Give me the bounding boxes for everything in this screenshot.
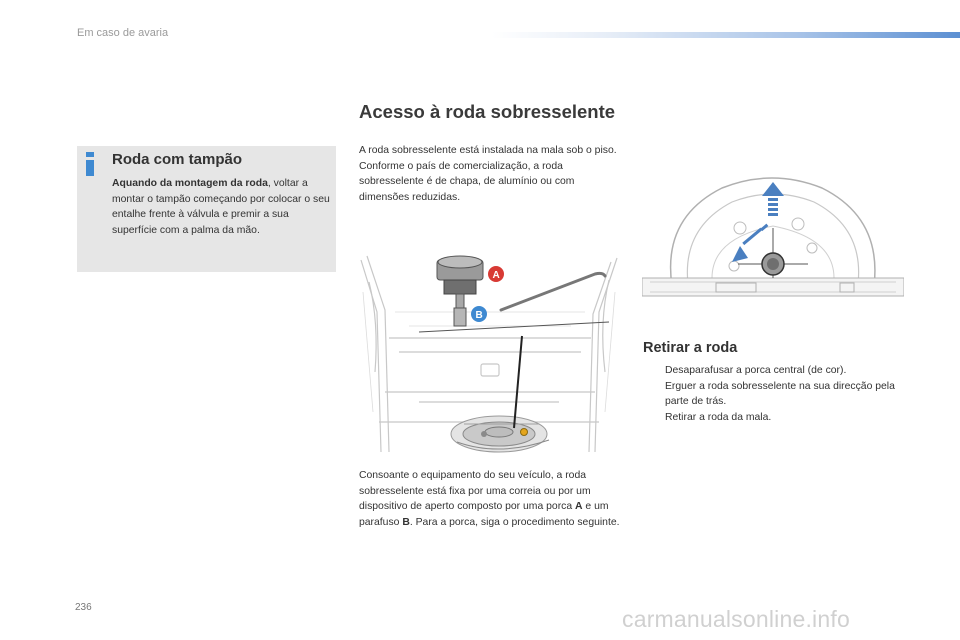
strap-paragraph bbox=[359, 468, 624, 530]
callout-label-a: A bbox=[492, 270, 500, 281]
page-heading: Acesso à roda sobresselente bbox=[359, 101, 616, 122]
spare-wheel-removal-illustration bbox=[642, 168, 904, 318]
header-gradient-bar bbox=[492, 32, 960, 38]
intro-line-1: A roda sobresselente está instalada na mala sob o piso. bbox=[359, 145, 617, 156]
section-title: Em caso de avaria bbox=[77, 27, 169, 39]
info-icon bbox=[84, 152, 96, 174]
callout-label-b: B bbox=[475, 310, 483, 321]
strap-label-a: A bbox=[575, 501, 583, 513]
remove-wheel-steps bbox=[643, 363, 903, 425]
strap-text-a: Consoante o equipamento do seu veículo, a roda sobresselente está fixa por uma correia ou por um dispositivo de aperto composto por uma porca bbox=[359, 470, 591, 513]
intro-paragraph bbox=[359, 143, 624, 205]
page-number: 236 bbox=[75, 602, 92, 613]
info-box bbox=[77, 146, 336, 272]
info-box-text-rest: , voltar a montar o tampão começando por colocar o seu entalhe frente à válvula e premir a sua superfície com a palma da mão. bbox=[112, 178, 330, 236]
step-item bbox=[643, 379, 903, 410]
remove-wheel-heading: Retirar a roda bbox=[643, 340, 738, 356]
strap-text-b: e um parafuso bbox=[359, 501, 609, 528]
step-text: Retirar a roda da mala. bbox=[665, 411, 772, 423]
strap-text-c: . Para a porca, siga o procedimento seguinte. bbox=[409, 516, 620, 528]
strap-label-b: B bbox=[402, 516, 410, 528]
info-box-text bbox=[112, 176, 330, 238]
intro-line-2: Conforme o país de comercialização, a roda sobresselente é de chapa, de alumínio ou com dimensões reduzidas. bbox=[359, 160, 575, 203]
step-text: Desaparafusar a porca central (de cor). bbox=[665, 365, 847, 376]
step-text: Erguer a roda sobresselente na sua direcção pela parte de trás. bbox=[665, 380, 895, 408]
step-item bbox=[643, 410, 903, 426]
watermark: carmanualsonline.info bbox=[622, 606, 850, 632]
step-item bbox=[643, 363, 903, 379]
trunk-spare-wheel-illustration bbox=[359, 252, 620, 460]
info-box-title: Roda com tampão bbox=[112, 151, 243, 168]
info-box-text-bold: Aquando da montagem da roda bbox=[112, 178, 268, 189]
